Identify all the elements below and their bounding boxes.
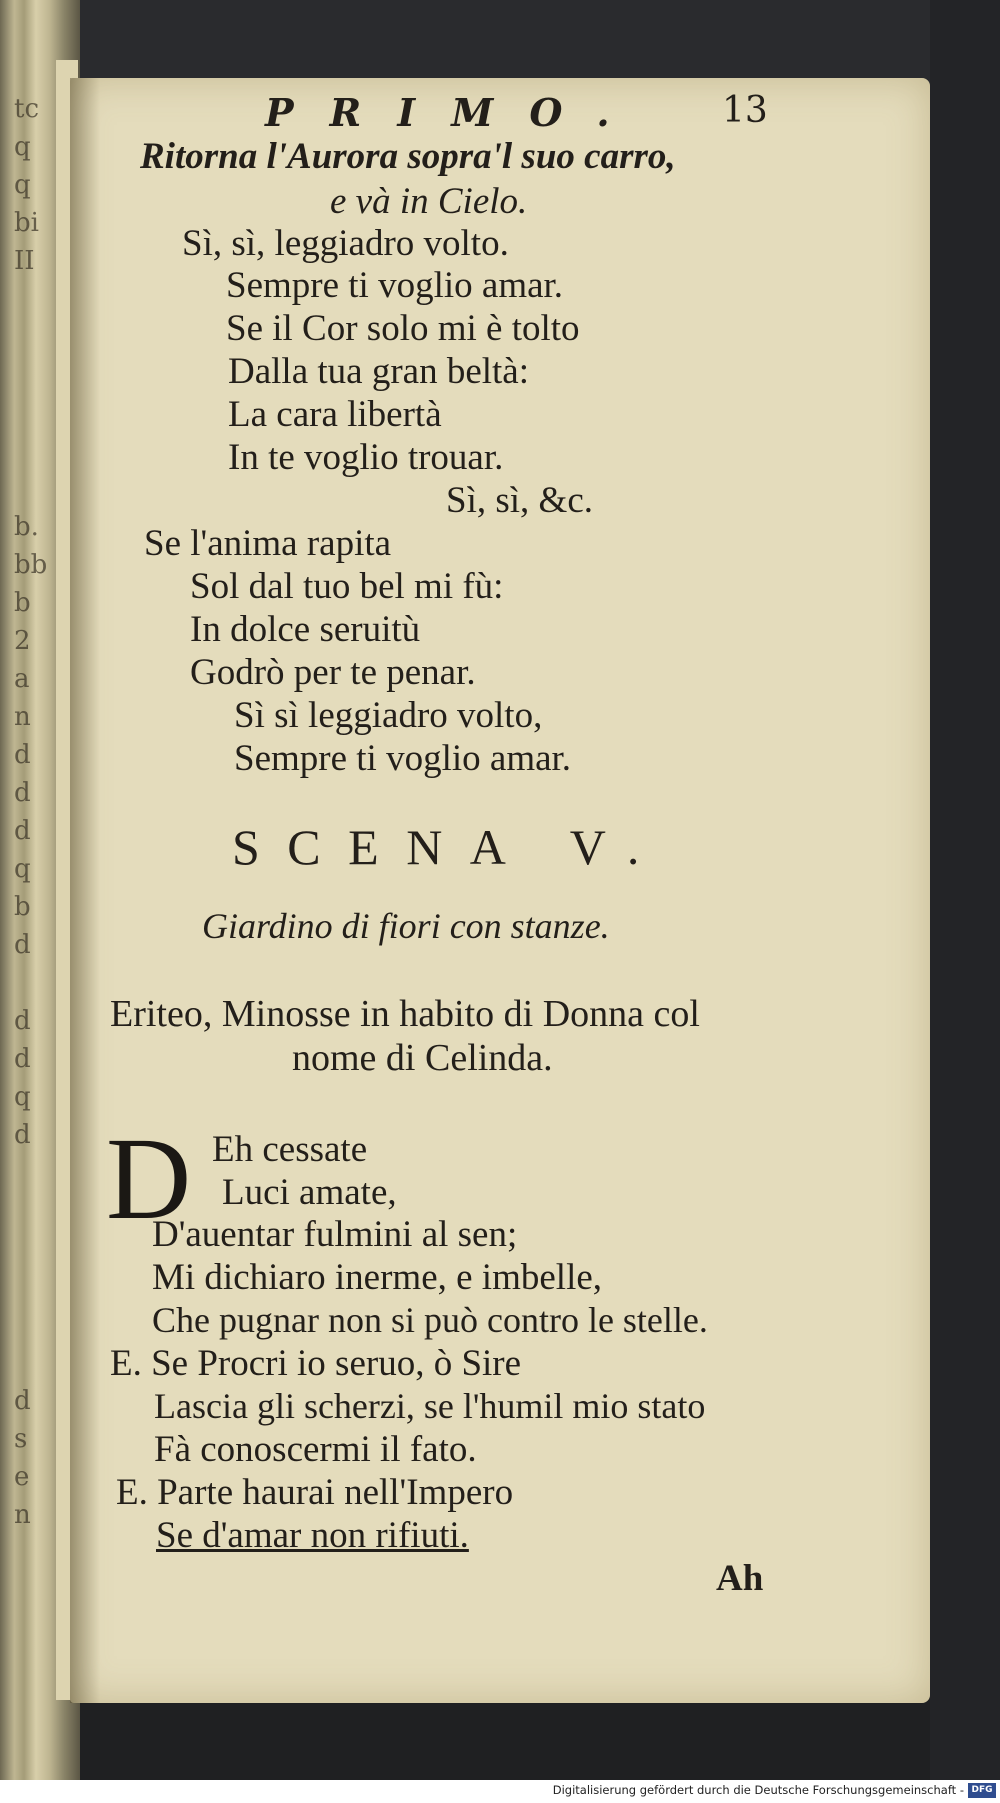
- verse-line: Luci amate,: [222, 1172, 397, 1213]
- verse-line: Sempre ti voglio amar.: [226, 265, 564, 306]
- catchword: Ah: [716, 1558, 764, 1599]
- verse-line: D'auentar fulmini al sen;: [152, 1214, 518, 1255]
- verse-line: La cara libertà: [228, 394, 442, 435]
- verse-line: Sì sì leggiadro volto,: [234, 695, 543, 736]
- gutter-shadow: [70, 78, 100, 1703]
- verse-line: Sol dal tuo bel mi fù:: [190, 566, 504, 607]
- running-head: PRIMO.: [265, 90, 646, 135]
- scanner-background-top: [60, 0, 940, 90]
- stage-direction-line: e và in Cielo.: [330, 181, 528, 222]
- characters-line: nome di Celinda.: [292, 1037, 553, 1079]
- scene-setting: Giardino di fiori con stanze.: [202, 906, 610, 946]
- verse-line: Dalla tua gran beltà:: [228, 351, 530, 392]
- characters-line: Eriteo, Minosse in habito di Donna col: [110, 993, 700, 1035]
- drop-cap: D: [106, 1113, 192, 1244]
- verse-line: Sì, sì, leggiadro volto.: [182, 223, 509, 264]
- verse-line: Sì, sì, &c.: [446, 480, 593, 521]
- digitization-footer: [0, 1780, 1000, 1803]
- dfg-logo-icon: DFG: [968, 1783, 996, 1798]
- verse-line: Se il Cor solo mi è tolto: [226, 308, 580, 349]
- speaker-line: E. Parte haurai nell'Impero: [116, 1472, 514, 1513]
- verse-line: In dolce seruitù: [190, 609, 421, 650]
- neighbor-page-fragments: tc q q bi II b. bb b 2 a n d d d q b d d d q d d s e n: [14, 94, 48, 1530]
- verse-line: Sempre ti voglio amar.: [234, 738, 572, 779]
- verse-line: Che pugnar non si può contro le stelle.: [152, 1300, 708, 1340]
- page-number: 13: [722, 90, 768, 131]
- verse-line: Se l'anima rapita: [144, 523, 392, 564]
- previous-pages-edge: [0, 0, 80, 1780]
- verse-line: Godrò per te penar.: [190, 652, 476, 693]
- verse-line: Eh cessate: [212, 1129, 368, 1170]
- speaker-line: E. Se Procri io seruo, ò Sire: [110, 1343, 522, 1384]
- verse-line: Mi dichiaro inerme, e imbelle,: [152, 1257, 603, 1298]
- verse-line: Lascia gli scherzi, se l'humil mio stato: [154, 1386, 706, 1426]
- verse-line: Se d'amar non rifiuti.: [156, 1515, 469, 1556]
- scene-title: SCENA V.: [232, 819, 667, 875]
- stage-direction-line: Ritorna l'Aurora sopra'l suo carro,: [140, 136, 676, 177]
- verse-line: In te voglio trouar.: [228, 437, 504, 478]
- scanner-background-right: [930, 0, 1000, 1780]
- verse-line: Fà conoscermi il fato.: [154, 1429, 477, 1470]
- footer-credit: Digitalisierung gefördert durch die Deutsche Forschungsgemeinschaft -: [552, 1783, 964, 1797]
